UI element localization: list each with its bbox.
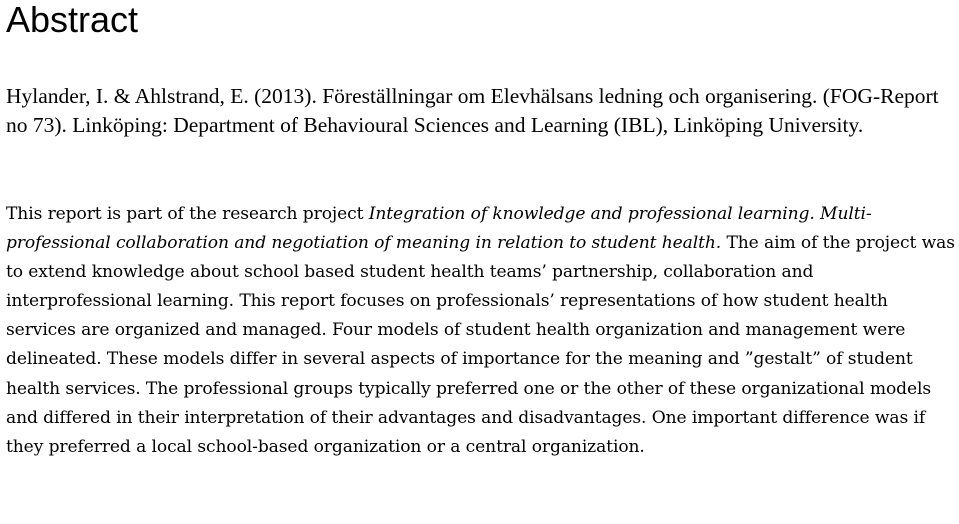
abstract-intro: This report is part of the research project bbox=[6, 204, 369, 224]
citation-paragraph: Hylander, I. & Ahlstrand, E. (2013). Föreställningar om Elevhälsans ledning och organisering. (FOG-Report no 73). Linköping: Department of Behavioural Sciences and Learning (IBL), Linköping University. bbox=[6, 84, 939, 137]
project-title: Integration of knowledge and professional learning. Multi-professional collaboration and negotiation of meaning in relation to student health. bbox=[6, 204, 872, 254]
abstract-heading: Abstract bbox=[6, 0, 139, 40]
abstract-paragraph bbox=[6, 200, 956, 462]
abstract-body-text: The aim of the project was to extend knowledge about school based student health teams’ partnership, collaboration and interprofessional learning. This report focuses on professionals’ representations of how student health services are organized and managed. Four models of student health organization and management were delineated. These models differ in several aspects of importance for the meaning and ”gestalt” of student health services. The professional groups typically preferred one or the other of these organizational models and differed in their interpretation of their advantages and disadvantages. One important difference was if they preferred a local school-based organization or a central organization. bbox=[6, 233, 955, 457]
